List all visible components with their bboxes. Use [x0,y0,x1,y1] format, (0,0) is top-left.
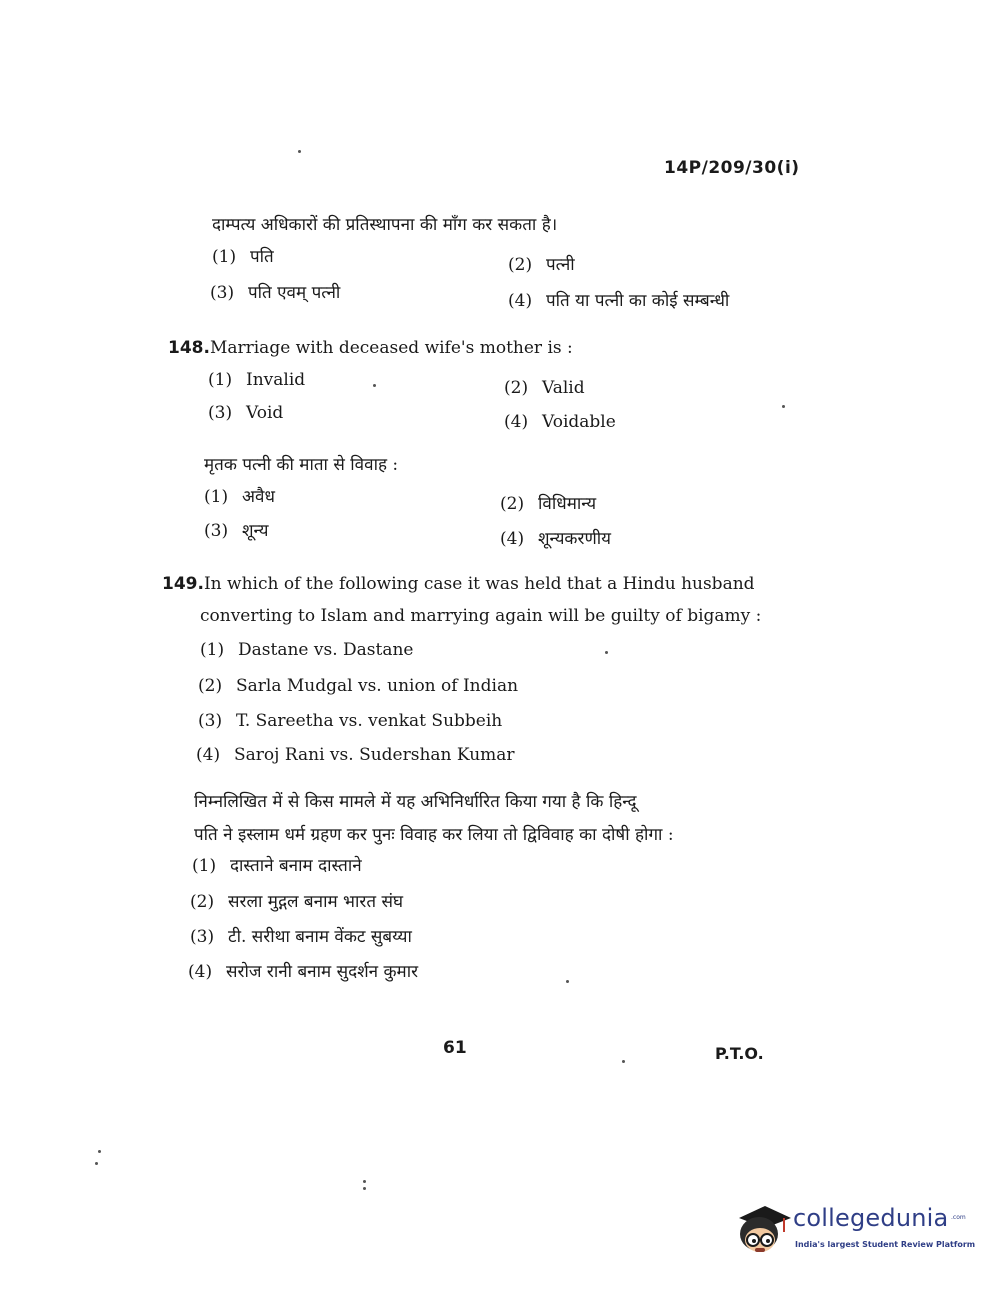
option-number: (2) [198,676,223,696]
option-text: Valid [542,378,585,398]
q149-question-en-line2: converting to Islam and marrying again will be guilty of bigamy : [200,606,762,626]
option-number: (2) [504,378,529,398]
option-text: Sarla Mudgal vs. union of Indian [236,676,519,696]
question-number: 149. [162,574,204,594]
q148-hi-option-3 [204,518,268,541]
option-number: (3) [190,927,215,947]
q149-hi-option-4 [188,959,418,982]
option-text: शून्य [242,521,269,541]
option-text: अवैध [242,487,275,507]
option-number: (1) [204,487,229,507]
q149-hi-option-2 [190,889,403,912]
option-number: (1) [200,640,225,660]
scan-speck [373,384,376,387]
q148-en-option-1 [208,370,305,390]
option-number: (2) [508,255,533,275]
option-number: (2) [500,494,525,514]
option-number: (3) [208,403,233,423]
q147-hi-option-3 [210,280,340,303]
q147-hi-option-1 [212,244,274,267]
scan-speck [605,651,608,654]
scan-speck [782,405,785,408]
option-text: Voidable [542,412,616,432]
q148-question-hi: मृतक पत्नी की माता से विवाह : [204,455,399,475]
option-number: (4) [504,412,529,432]
option-number: (4) [196,745,221,765]
option-number: (4) [508,291,533,311]
brand-tagline: India's largest Student Review Platform [795,1240,976,1249]
option-text: पत्नी [546,255,575,275]
question-text: Marriage with deceased wife's mother is : [209,338,573,358]
scan-speck [98,1150,101,1153]
option-text: सरला मुद्गल बनाम भारत संघ [228,892,403,912]
q149-question-hi-line2: पति ने इस्लाम धर्म ग्रहण कर पुनः विवाह कर लिया तो द्विविवाह का दोषी होगा : [194,825,674,845]
paper-code: 14P/209/30(i) [664,158,800,178]
scan-speck [363,1187,366,1190]
collegedunia-logo [733,1196,976,1260]
scan-speck [566,980,569,983]
option-text: Dastane vs. Dastane [238,640,414,660]
option-text: सरोज रानी बनाम सुदर्शन कुमार [226,962,419,982]
scan-speck [363,1180,366,1183]
q148-hi-option-4 [500,526,611,549]
scan-speck [95,1162,98,1165]
brand-suffix: .com [951,1214,966,1221]
q149-hi-option-1 [192,853,362,876]
student-mascot-icon [733,1196,793,1260]
option-number: (2) [190,892,215,912]
q149-en-option-1 [200,640,413,660]
q148-en-option-3 [208,403,283,423]
brand-name: collegedunia [793,1204,949,1232]
option-number: (3) [204,521,229,541]
page-number: 61 [443,1038,467,1058]
option-number: (1) [212,247,237,267]
option-number: (1) [192,856,217,876]
option-number: (1) [208,370,233,390]
question-text: In which of the following case it was held that a Hindu husband [203,574,755,594]
option-text: Saroj Rani vs. Sudershan Kumar [234,745,515,765]
q148-en-option-4 [504,412,616,432]
option-text: विधिमान्य [538,494,597,514]
q147-hi-option-2 [508,252,575,275]
q148-question-en [168,338,573,358]
option-text: पति एवम् पत्नी [248,283,341,303]
option-text: Invalid [246,370,306,390]
q148-hi-option-2 [500,491,596,514]
option-number: (4) [188,962,213,982]
q149-question-hi-line1: निम्नलिखित में से किस मामले में यह अभिनिर्धारित किया गया है कि हिन्दू [194,792,637,812]
q147-hi-option-4 [508,288,729,311]
option-text: दास्ताने बनाम दास्ताने [230,856,362,876]
q149-question-en-line1 [162,574,755,594]
q148-en-option-2 [504,378,585,398]
option-text: पति या पत्नी का कोई सम्बन्धी [546,291,730,311]
option-text: पति [250,247,274,267]
option-number: (3) [198,711,223,731]
option-number: (3) [210,283,235,303]
question-number: 148. [168,338,210,358]
option-text: Void [246,403,284,423]
q149-en-option-3 [198,711,502,731]
q149-en-option-2 [198,676,518,696]
pto-label: P.T.O. [715,1044,764,1063]
scan-speck [622,1060,625,1063]
q149-hi-option-3 [190,924,412,947]
scan-speck [298,150,301,153]
option-text: टी. सरीथा बनाम वेंकट सुबय्या [228,927,412,947]
option-number: (4) [500,529,525,549]
option-text: शून्यकरणीय [538,529,611,549]
q149-en-option-4 [196,745,515,765]
option-text: T. Sareetha vs. venkat Subbeih [236,711,503,731]
q148-hi-option-1 [204,484,275,507]
q147-hindi-text: दाम्पत्य अधिकारों की प्रतिस्थापना की माँग कर सकता है। [212,215,558,235]
